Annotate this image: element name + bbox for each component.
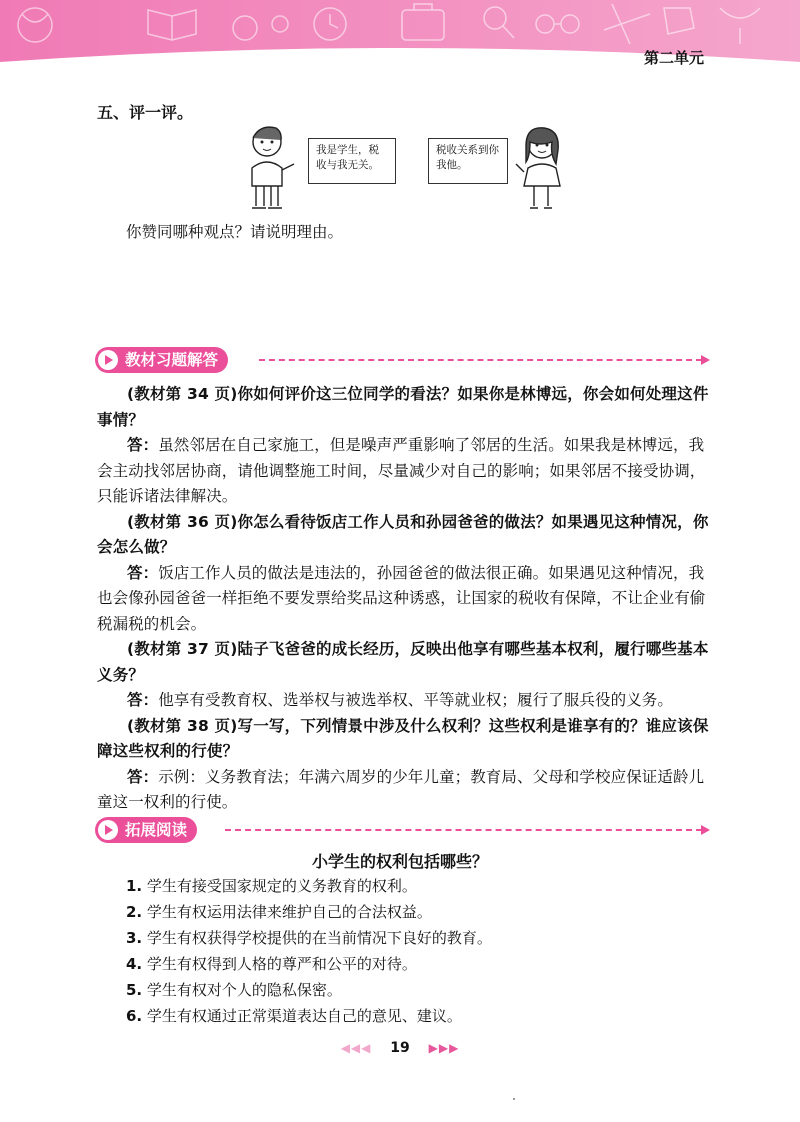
right-arrows-icon: ▶▶▶ <box>428 1041 460 1055</box>
play-icon <box>98 350 118 370</box>
answer-text: 答：示例：义务教育法；年满六周岁的少年儿童；教育局、父母和学校应保证适龄儿童这一权利的行使。 <box>97 767 705 811</box>
list-item: 3. 学生有权获得学校提供的在当前情况下良好的教育。 <box>126 929 492 947</box>
extended-reading-header <box>95 817 710 843</box>
answer-text: 答：虽然邻居在自己家施工，但是噪声严重影响了邻居的生活。如果我是林博远，我会主动找邻居协商，请他调整施工时间，尽量减少对自己的影响；如果邻居不接受协调，只能诉诸法律解决。 <box>97 436 706 505</box>
section-5-title: 五、评一评。 <box>97 103 194 122</box>
list-item: 1. 学生有接受国家规定的义务教育的权利。 <box>126 877 417 895</box>
dialogue-illustration <box>240 120 570 212</box>
qa-item <box>97 510 710 638</box>
unit-title: 第二单元 <box>643 49 704 67</box>
reading-heading: 小学生的权利包括哪些？ <box>311 852 488 871</box>
dashed-divider <box>225 829 702 831</box>
list-item: 4. 学生有权得到人格的尊严和公平的对待。 <box>126 955 417 973</box>
qa-item <box>97 382 710 510</box>
list-item: 2. 学生有权运用法律来维护自己的合法权益。 <box>126 903 432 921</box>
page-footer <box>0 1040 800 1056</box>
dashed-divider <box>259 359 702 361</box>
list-item: 6. 学生有权通过正常渠道表达自己的意见、建议。 <box>126 1007 462 1025</box>
girl-speech-text: 税收关系到你我他。 <box>436 144 499 171</box>
header-banner <box>0 0 800 92</box>
qa-item <box>97 714 710 816</box>
page-number: 19 <box>390 1040 410 1056</box>
boy-speech-bubble <box>308 138 396 184</box>
answer-text: 答：饭店工作人员的做法是违法的，孙园爸爸的做法很正确。如果遇见这种情况，我也会像孙园爸爸一样拒绝不要发票给奖品这种诱惑，让国家的税收有保障，不让企业有偷税漏税的机会。 <box>97 563 706 633</box>
boy-figure <box>240 120 300 212</box>
girl-figure <box>512 120 570 212</box>
question-text: (教材第 37 页)陆子飞爸爸的成长经历，反映出他享有哪些基本权利，履行哪些基本义务？ <box>97 640 709 684</box>
scan-dot <box>513 1098 515 1100</box>
textbook-answers-label: 教材习题解答 <box>95 347 228 373</box>
play-icon <box>98 820 118 840</box>
question-text: (教材第 38 页)写一写，下列情景中涉及什么权利？这些权利是谁享有的？谁应该保障这些权利的行使？ <box>97 716 709 760</box>
left-arrows-icon: ◀◀◀ <box>340 1041 372 1055</box>
qa-item <box>97 637 710 714</box>
question-text: (教材第 34 页)你如何评价这三位同学的看法？如果你是林博远，你会如何处理这件事情？ <box>97 385 709 429</box>
section-5-question: 你赞同哪种观点？请说明理由。 <box>126 223 344 241</box>
extended-reading-label: 拓展阅读 <box>95 817 197 843</box>
textbook-qa-list <box>97 382 710 816</box>
textbook-answers-header <box>95 347 710 373</box>
arrow-right-icon <box>701 355 710 365</box>
list-item: 5. 学生有权对个人的隐私保密。 <box>126 981 342 999</box>
rights-list <box>126 873 492 1029</box>
arrow-right-icon <box>701 825 710 835</box>
answer-text: 答：他享有受教育权、选举权与被选举权、平等就业权；履行了服兵役的义务。 <box>127 691 674 709</box>
boy-speech-text: 我是学生，税收与我无关。 <box>316 144 379 171</box>
girl-speech-bubble <box>428 138 508 184</box>
question-text: (教材第 36 页)你怎么看待饭店工作人员和孙园爸爸的做法？如果遇见这种情况，你会怎么做？ <box>97 512 709 556</box>
